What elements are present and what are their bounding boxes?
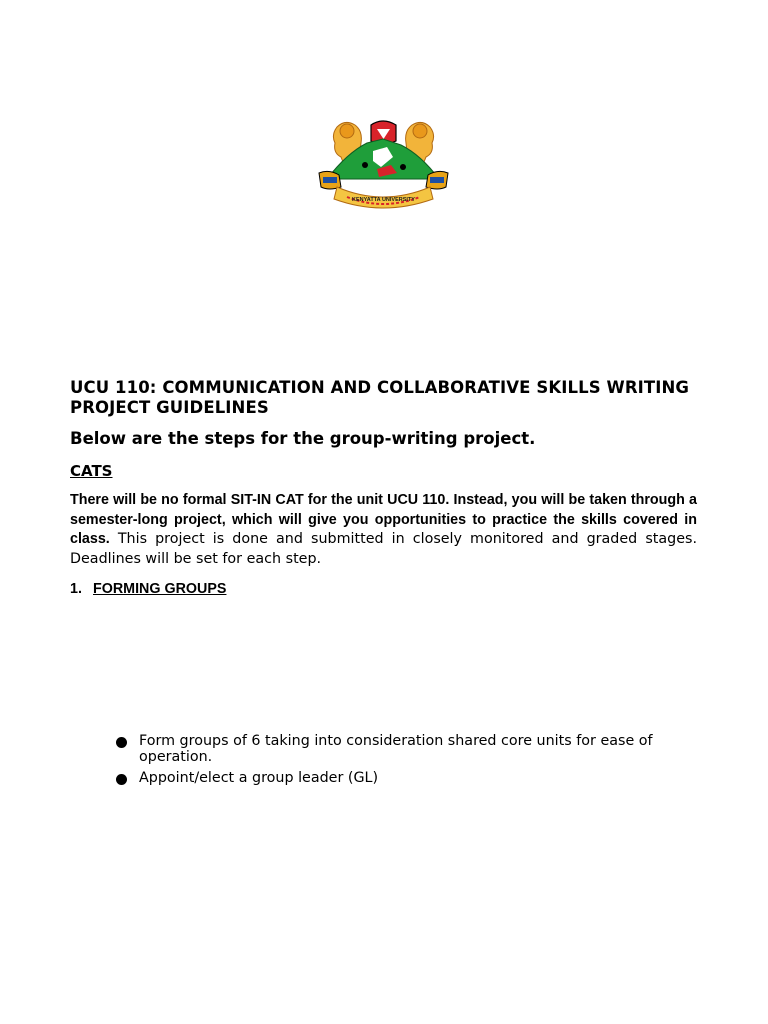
- subtitle: Below are the steps for the group-writing project.: [70, 429, 536, 448]
- step-heading-forming-groups: [70, 580, 226, 598]
- bullet-icon: [116, 774, 127, 785]
- cats-paragraph: [70, 491, 697, 569]
- step-number: 1.: [70, 581, 82, 597]
- section-heading-cats: CATS: [70, 462, 113, 480]
- bullet-icon: [116, 737, 127, 748]
- list-item-text: Form groups of 6 taking into consideration shared core units for ease of operation.: [139, 733, 653, 766]
- cats-paragraph-normal: This project is done and submitted in closely monitored and graded stages. Deadlines will be set for each step.: [70, 531, 697, 567]
- list-item: [114, 770, 714, 786]
- kenyatta-university-logo: [317, 117, 450, 215]
- cats-paragraph-bold: There will be no formal SIT-IN CAT for the unit UCU 110. Instead, you will be taken through a semester-long project, which will give you opportunities to practice the skills covered in class.: [70, 492, 697, 548]
- ribbon-text: KENYATTA UNIVERSITY: [352, 197, 415, 203]
- step-label: FORMING GROUPS: [93, 581, 227, 597]
- list-item: [114, 733, 714, 766]
- list-item-text: Appoint/elect a group leader (GL): [139, 769, 379, 786]
- bullet-list: [114, 733, 714, 790]
- page-title: UCU 110: COMMUNICATION AND COLLABORATIVE SKILLS WRITING PROJECT GUIDELINES: [70, 378, 690, 417]
